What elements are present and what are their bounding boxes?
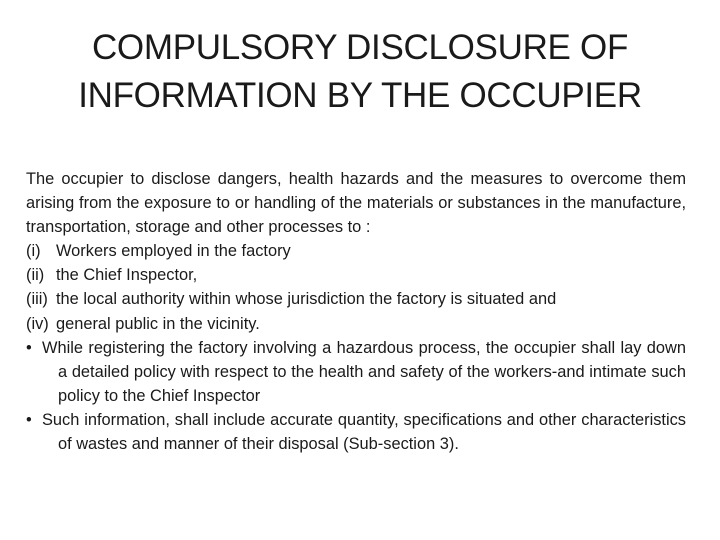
list-text: the Chief Inspector,	[56, 266, 198, 285]
intro-paragraph: The occupier to disclose dangers, health hazards and the measures to overcome them arising from the exposure to or handling of the materials or substances in the manufacture, transportation, storage and other processes to :	[26, 170, 686, 237]
list-text: general public in the vicinity.	[56, 314, 260, 333]
list-item	[26, 287, 686, 311]
bullet-dot-icon: •	[26, 410, 32, 429]
list-item	[26, 239, 686, 263]
list-marker: (ii)	[26, 266, 45, 285]
bullet-text: Such information, shall include accurate quantity, specifications and other characteristics of wastes and manner of their disposal (Sub-section 3).	[42, 410, 686, 454]
list-item	[26, 312, 686, 336]
list-marker: (i)	[26, 242, 41, 261]
slide-title	[40, 24, 680, 120]
list-text: Workers employed in the factory	[56, 242, 291, 261]
bullet-item	[26, 336, 686, 408]
list-marker: (iii)	[26, 290, 48, 309]
title-line-1: COMPULSORY DISCLOSURE OF	[91, 28, 629, 67]
list-marker: (iv)	[26, 314, 49, 333]
bullet-dot-icon: •	[26, 338, 32, 357]
bullet-item	[26, 408, 686, 456]
list-text: the local authority within whose jurisdiction the factory is situated and	[56, 290, 557, 309]
slide-body	[26, 167, 686, 456]
list-item	[26, 263, 686, 287]
bullet-text: While registering the factory involving a hazardous process, the occupier shall lay down a detailed policy with respect to the health and safety of the workers-and intimate such policy to the Chief Inspector	[42, 338, 686, 405]
title-line-2: INFORMATION BY THE OCCUPIER	[78, 76, 642, 115]
